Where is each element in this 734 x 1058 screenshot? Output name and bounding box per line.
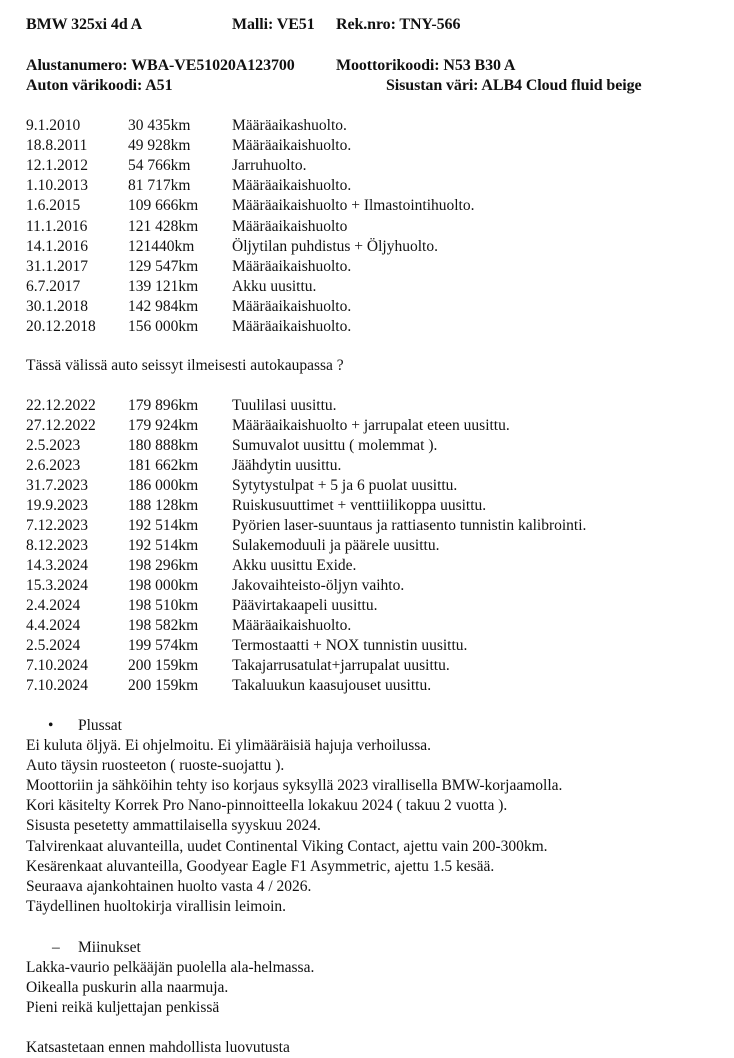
model-code: Malli: VE51 [232, 16, 315, 33]
service-date: 2.6.2023 [26, 457, 81, 474]
service-date: 4.4.2024 [26, 617, 81, 634]
service-mileage: 188 128km [128, 497, 199, 514]
service-date: 11.1.2016 [26, 217, 88, 235]
pros-item: Talvirenkaat aluvanteilla, uudet Continental Viking Contact, ajettu vain 200-300km. [26, 837, 548, 855]
service-mileage: 121 428km [128, 217, 199, 235]
service-description: Akku uusittu. [232, 277, 317, 295]
service-mileage: 181 662km [128, 457, 199, 474]
service-description: Akku uusittu Exide. [232, 557, 357, 574]
gap-note: Tässä välissä auto seissyt ilmeisesti autokaupassa ? [26, 357, 344, 374]
service-mileage: 186 000km [128, 477, 199, 494]
service-description: Määräaikaishuolto + Ilmastointihuolto. [232, 197, 475, 215]
service-description: Määräaikaishuolto. [232, 257, 352, 275]
service-mileage: 121440km [128, 237, 195, 255]
service-date: 2.4.2024 [26, 597, 81, 614]
service-mileage: 198 000km [128, 577, 199, 594]
service-mileage: 49 928km [128, 137, 191, 155]
service-mileage: 198 296km [128, 557, 199, 574]
service-description: Jäähdytin uusittu. [232, 457, 342, 474]
pros-item: Kori käsitelty Korrek Pro Nano-pinnoitteella lokakuu 2024 ( takuu 2 vuotta ). [26, 797, 508, 815]
service-description: Määräaikaishuolto. [232, 297, 352, 315]
pros-item: Ei kuluta öljyä. Ei ohjelmoitu. Ei ylimääräisiä hajuja verhoilussa. [26, 737, 432, 754]
service-date: 14.1.2016 [26, 237, 88, 255]
bullet-dot-icon: • [48, 717, 54, 734]
service-mileage: 192 514km [128, 517, 199, 534]
service-description: Määräaikaishuolto [232, 217, 348, 235]
service-date: 27.12.2022 [26, 417, 96, 434]
service-date: 22.12.2022 [26, 397, 96, 414]
service-description: Määräaikashuolto. [232, 117, 347, 134]
service-mileage: 179 924km [128, 417, 199, 434]
pros-item: Täydellinen huoltokirja virallisin leimoin. [26, 897, 287, 915]
service-description: Jarruhuolto. [232, 157, 307, 175]
service-date: 15.3.2024 [26, 577, 88, 594]
cons-item: Pieni reikä kuljettajan penkissä [26, 999, 220, 1016]
service-mileage: 180 888km [128, 437, 199, 454]
service-description: Sulakemoduuli ja päärele uusittu. [232, 537, 440, 554]
service-mileage: 30 435km [128, 117, 191, 134]
color-code: Auton värikoodi: A51 [26, 77, 173, 94]
service-description: Termostaatti + NOX tunnistin uusittu. [232, 637, 468, 654]
pros-item: Moottoriin ja sähköihin tehty iso korjaus syksyllä 2023 virallisella BMW-korjaamolla. [26, 777, 563, 795]
service-mileage: 192 514km [128, 537, 199, 554]
service-date: 31.1.2017 [26, 257, 88, 275]
service-mileage: 199 574km [128, 637, 199, 654]
service-description: Määräaikaishuolto. [232, 177, 352, 195]
service-mileage: 198 582km [128, 617, 199, 634]
service-description: Öljytilan puhdistus + Öljyhuolto. [232, 237, 438, 255]
car-model: BMW 325xi 4d A [26, 16, 143, 33]
service-description: Jakovaihteisto-öljyn vaihto. [232, 577, 405, 594]
engine-code: Moottorikoodi: N53 B30 A [336, 57, 516, 74]
service-description: Määräaikaishuolto + jarrupalat eteen uusittu. [232, 417, 510, 434]
service-date: 7.12.2023 [26, 517, 88, 534]
cons-title: Miinukset [78, 939, 141, 956]
service-date: 2.5.2023 [26, 437, 81, 454]
service-date: 2.5.2024 [26, 637, 81, 654]
service-description: Sumuvalot uusittu ( molemmat ). [232, 437, 438, 454]
service-date: 1.10.2013 [26, 177, 88, 195]
service-description: Päävirtakaapeli uusittu. [232, 597, 378, 614]
service-mileage: 156 000km [128, 318, 199, 335]
service-description: Tuulilasi uusittu. [232, 397, 337, 414]
service-mileage: 109 666km [128, 197, 199, 215]
service-description: Sytytystulpat + 5 ja 6 puolat uusittu. [232, 477, 458, 494]
service-description: Takaluukun kaasujouset uusittu. [232, 677, 432, 694]
pros-item: Kesärenkaat aluvanteilla, Goodyear Eagle F1 Asymmetric, ajettu 1.5 kesää. [26, 857, 495, 875]
service-mileage: 142 984km [128, 297, 199, 315]
service-mileage: 81 717km [128, 177, 191, 195]
service-description: Määräaikaishuolto. [232, 617, 352, 634]
service-description: Määräaikaishuolto. [232, 137, 352, 155]
service-mileage: 139 121km [128, 277, 199, 295]
service-mileage: 200 159km [128, 677, 199, 694]
service-mileage: 200 159km [128, 657, 199, 674]
service-date: 1.6.2015 [26, 197, 81, 215]
service-description: Määräaikaishuolto. [232, 318, 352, 335]
service-mileage: 198 510km [128, 597, 199, 614]
service-description: Ruiskusuuttimet + venttiilikoppa uusittu. [232, 497, 487, 514]
service-date: 18.8.2011 [26, 137, 88, 155]
service-date: 19.9.2023 [26, 497, 88, 514]
interior-color: Sisustan väri: ALB4 Cloud fluid beige [386, 77, 642, 94]
service-date: 12.1.2012 [26, 157, 88, 175]
chassis-number: Alustanumero: WBA-VE51020A123700 [26, 57, 295, 74]
service-mileage: 129 547km [128, 257, 199, 275]
service-date: 9.1.2010 [26, 117, 81, 134]
registration-number: Rek.nro: TNY-566 [336, 16, 461, 33]
footer-note: Katsastetaan ennen mahdollista luovutusta [26, 1039, 290, 1056]
service-date: 7.10.2024 [26, 657, 88, 674]
bullet-dash-icon: – [52, 939, 60, 956]
pros-item: Seuraava ajankohtainen huolto vasta 4 / 2026. [26, 877, 312, 895]
service-mileage: 179 896km [128, 397, 199, 414]
service-date: 14.3.2024 [26, 557, 88, 574]
service-date: 20.12.2018 [26, 318, 96, 335]
service-description: Pyörien laser-suuntaus ja rattiasento tunnistin kalibrointi. [232, 517, 587, 534]
service-description: Takajarrusatulat+jarrupalat uusittu. [232, 657, 450, 674]
service-mileage: 54 766km [128, 157, 191, 175]
pros-item: Auto täysin ruosteeton ( ruoste-suojattu ). [26, 757, 285, 775]
service-date: 7.10.2024 [26, 677, 88, 694]
cons-item: Lakka-vaurio pelkääjän puolella ala-helmassa. [26, 959, 315, 976]
service-date: 30.1.2018 [26, 297, 88, 315]
pros-item: Sisusta pesetetty ammattilaisella syyskuu 2024. [26, 817, 321, 835]
cons-item: Oikealla puskurin alla naarmuja. [26, 979, 229, 996]
service-date: 31.7.2023 [26, 477, 88, 494]
service-date: 6.7.2017 [26, 277, 81, 295]
pros-title: Plussat [78, 717, 122, 734]
service-date: 8.12.2023 [26, 537, 88, 554]
